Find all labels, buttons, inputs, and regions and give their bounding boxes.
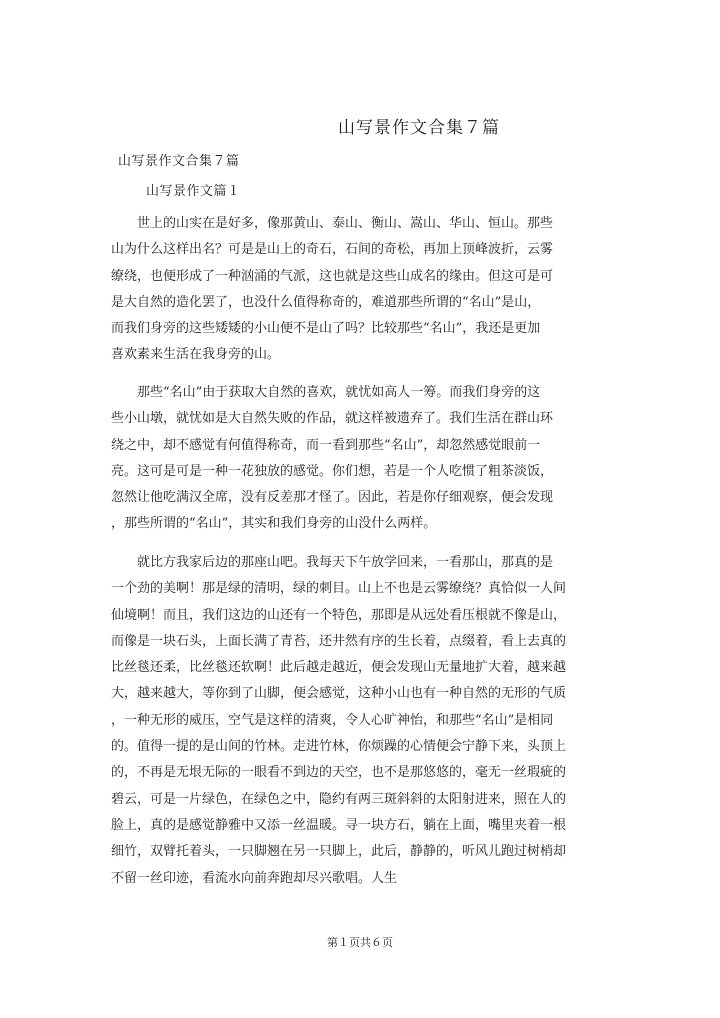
paragraph-line: 碧云，可是一片绿色，在绿色之中，隐约有两三斑斜斜的太阳射进来，照在人的 bbox=[111, 791, 567, 807]
paragraph-2 bbox=[111, 380, 601, 538]
document-title: 山写景作文合集７篇 bbox=[338, 118, 500, 138]
paragraph-line: 细竹，双臂托着头，一只脚翘在另一只脚上，此后，静静的，听风儿跑过树梢却 bbox=[111, 844, 567, 860]
paragraph-line: 比丝毯还柔，比丝毯还软啊！此后越走越近，便会发现山无量地扩大着，越来越 bbox=[111, 660, 567, 676]
paragraph-line: 些小山墩，就忧如是大自然失败的作品，就这样被遗弃了。我们生活在群山环 bbox=[111, 411, 554, 427]
paragraph-line: 忽然让他吃满汉全席，没有反差那才怪了。因此，若是你仔细观察，便会发现 bbox=[111, 490, 554, 506]
paragraph-line: 一个劲的美啊！那是绿的清明，绿的刺目。山上不也是云雾缭绕？真恰似一人间 bbox=[111, 581, 567, 597]
paragraph-line: ，一种无形的威压，空气是这样的清爽，令人心旷神怡，和那些“名山”是相同 bbox=[111, 712, 554, 728]
paragraph-line: 脸上，真的是感觉静雅中又添一丝温暖。寻一块方石，躺在上面，嘴里夹着一根 bbox=[111, 817, 567, 833]
paragraph-line: 就比方我家后边的那座山吧。我每天下午放学回来，一看那山，那真的是 bbox=[137, 555, 554, 570]
paragraph-line: 亮。这可是可是一种一花独放的感觉。你们想，若是一个人吃惯了粗茶淡饭， bbox=[111, 463, 554, 479]
paragraph-line: 而我们身旁的这些矮矮的小山便不是山了吗？比较那些“名山”，我还是更加 bbox=[111, 321, 541, 337]
paragraph-line: 的，不再是无垠无际的一眼看不到边的天空，也不是那悠悠的，毫无一丝瑕疵的 bbox=[111, 765, 567, 781]
paragraph-line: 喜欢素来生活在我身旁的山。 bbox=[111, 347, 281, 363]
paragraph-3 bbox=[111, 550, 601, 892]
paragraph-line: 那些“名山”由于获取大自然的喜欢，就忧如高人一筹。而我们身旁的这 bbox=[137, 385, 541, 400]
paragraph-line: 的。值得一提的是山间的竹林。走进竹林，你烦躁的心情便会宁静下来，头顶上 bbox=[111, 739, 567, 755]
paragraph-line: 不留一丝印迹，看流水向前奔跑却尽兴歌唱。人生 bbox=[111, 870, 398, 886]
paragraph-line: 而像是一块石头，上面长满了青苔，还井然有序的生长着，点缀着，看上去真的 bbox=[111, 633, 567, 649]
paragraph-line: 仙境啊！而且，我们这边的山还有一个特色，那即是从远处看压根就不像是山， bbox=[111, 607, 567, 623]
paragraph-1 bbox=[111, 211, 601, 369]
paragraph-line: 缭绕，也便形成了一种汹涌的气派，这也就是这些山成名的缘由。但这可是可 bbox=[111, 268, 554, 284]
paragraph-line: ，那些所谓的“名山”，其实和我们身旁的山没什么两样。 bbox=[111, 516, 437, 532]
document-subtitle: 山写景作文合集７篇 bbox=[118, 154, 240, 169]
section-title: 山写景作文篇１ bbox=[146, 184, 241, 199]
paragraph-line: 世上的山实在是好多，像那黄山、泰山、衡山、嵩山、华山、恒山。那些 bbox=[137, 216, 554, 231]
paragraph-line: 大，越来越大，等你到了山脚，便会感觉，这种小山也有一种自然的无形的气质 bbox=[111, 686, 567, 702]
paragraph-line: 山为什么这样出名？可是是山上的奇石，石间的奇松，再加上顶峰波折，云雾 bbox=[111, 242, 554, 258]
page-footer: 第１页共６页 bbox=[327, 936, 393, 949]
paragraph-line: 绕之中，却不感觉有何值得称奇，而一看到那些“名山”，却忽然感觉眼前一 bbox=[111, 437, 541, 453]
paragraph-line: 是大自然的造化罢了，也没什么值得称奇的，难道那些所谓的“名山”是山， bbox=[111, 294, 541, 310]
